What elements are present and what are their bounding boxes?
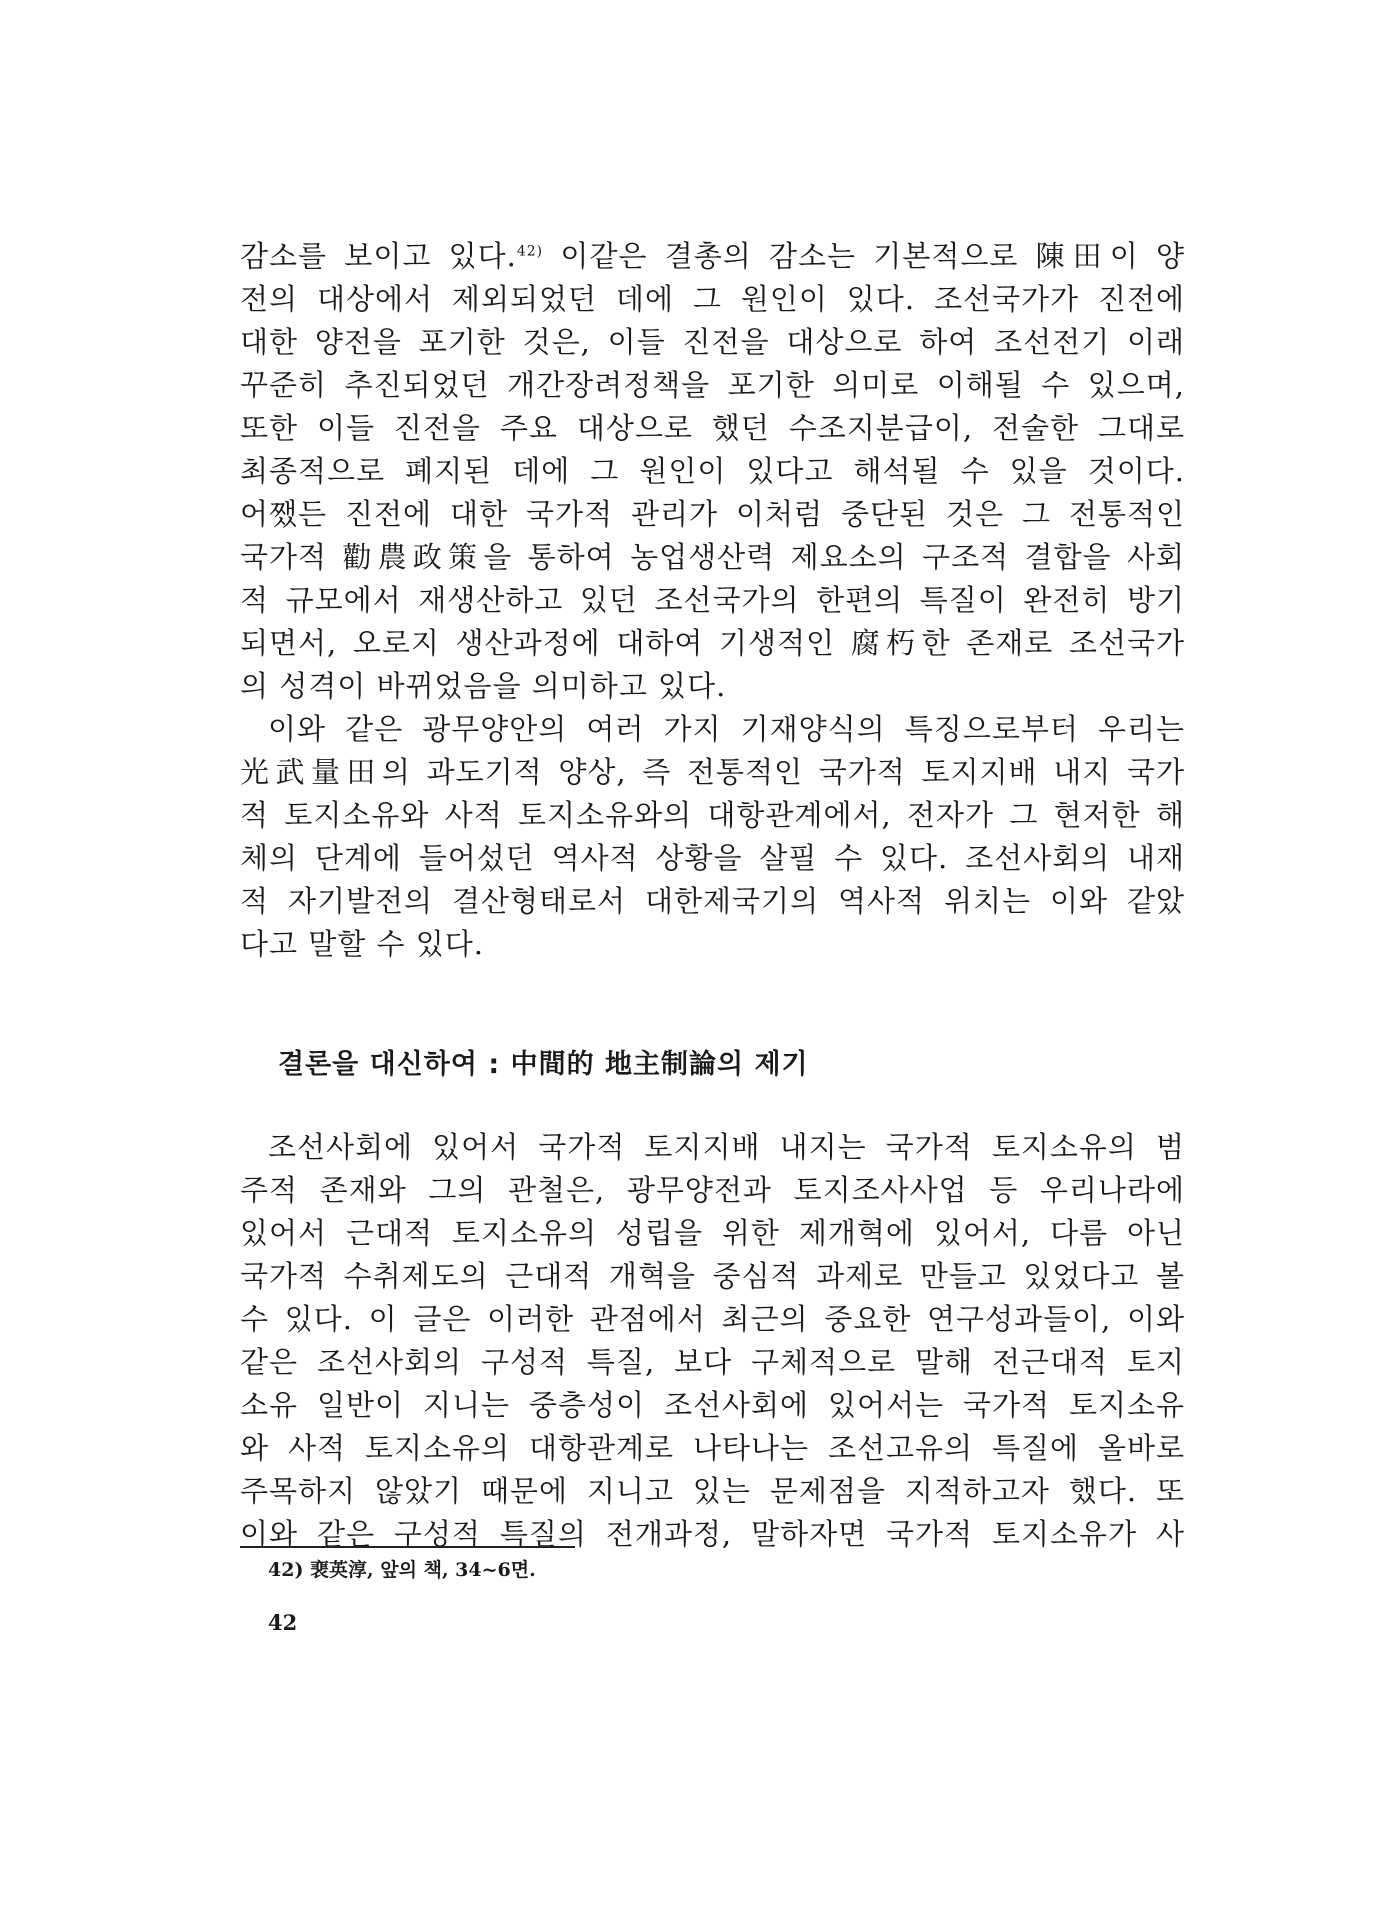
text-line: 감소를 보이고 있다.$^{42)}$ 이같은 결총의 감소는 기본적으로 陳田이 양: [240, 239, 1185, 273]
paragraph-1: [240, 235, 1185, 708]
text-line: 소유 일반이 지니는 중층성이 조선사회에 있어서는 국가적 토지소유: [240, 1388, 1185, 1422]
text-line: 주목하지 않았기 때문에 지니고 있는 문제점을 지적하고자 했다. 또: [240, 1474, 1185, 1508]
text-line: 의 성격이 바뀌었음을 의미하고 있다.: [240, 669, 727, 703]
paragraph-2: [240, 708, 1185, 966]
text-line: 적 토지소유와 사적 토지소유와의 대항관계에서, 전자가 그 현저한 해: [240, 798, 1185, 832]
text-line: 조선사회에 있어서 국가적 토지지배 내지는 국가적 토지소유의 범: [268, 1130, 1185, 1164]
text-line: 이와 같은 구성적 특질의 전개과정, 말하자면 국가적 토지소유가 사: [240, 1517, 1185, 1551]
footnote: 42) 裵英淳, 앞의 책, 34~6면.: [268, 1559, 536, 1581]
text-line: 주적 존재와 그의 관철은, 광무양전과 토지조사사업 등 우리나라에: [240, 1173, 1185, 1207]
page-number: 42: [268, 1610, 298, 1635]
text-line: 최종적으로 폐지된 데에 그 원인이 있다고 해석될 수 있을 것이다.: [240, 454, 1185, 488]
text-line: 光武量田의 과도기적 양상, 즉 전통적인 국가적 토지지배 내지 국가: [240, 755, 1185, 789]
text-line: 대한 양전을 포기한 것은, 이들 진전을 대상으로 하여 조선전기 이래: [240, 325, 1185, 359]
text-line: 되면서, 오로지 생산과정에 대하여 기생적인 腐朽한 존재로 조선국가: [240, 626, 1185, 660]
text-line: 다고 말할 수 있다.: [240, 927, 484, 961]
text-line: 어쨌든 진전에 대한 국가적 관리가 이처럼 중단된 것은 그 전통적인: [240, 497, 1185, 531]
text-line: 국가적 수취제도의 근대적 개혁을 중심적 과제로 만들고 있었다고 볼: [240, 1259, 1185, 1293]
text-line: 와 사적 토지소유의 대항관계로 나타나는 조선고유의 특질에 올바로: [240, 1431, 1185, 1465]
text-line: 적 규모에서 재생산하고 있던 조선국가의 한편의 특질이 완전히 방기: [240, 583, 1185, 617]
text-line: 꾸준히 추진되었던 개간장려정책을 포기한 의미로 이해될 수 있으며,: [240, 368, 1185, 402]
text-line: 또한 이들 진전을 주요 대상으로 했던 수조지분급이, 전술한 그대로: [240, 411, 1185, 445]
text-line: 같은 조선사회의 구성적 특질, 보다 구체적으로 말해 전근대적 토지: [240, 1345, 1185, 1379]
paragraph-3: [240, 1126, 1185, 1556]
text-line: 수 있다. 이 글은 이러한 관점에서 최근의 중요한 연구성과들이, 이와: [240, 1302, 1185, 1336]
text-line: 국가적 勸農政策을 통하여 농업생산력 제요소의 구조적 결합을 사회: [240, 540, 1185, 574]
text-line: 적 자기발전의 결산형태로서 대한제국기의 역사적 위치는 이와 같았: [240, 884, 1185, 918]
text-line: 이와 같은 광무양안의 여러 가지 기재양식의 특징으로부터 우리는: [268, 712, 1185, 746]
section-heading: 결론을 대신하여 : 中間的 地主制論의 제기: [278, 1049, 809, 1080]
text-line: 체의 단계에 들어섰던 역사적 상황을 살필 수 있다. 조선사회의 내재: [240, 841, 1185, 875]
text-line: 전의 대상에서 제외되었던 데에 그 원인이 있다. 조선국가가 진전에: [240, 282, 1185, 316]
footnote-divider: [240, 1546, 575, 1548]
footnote-reference: 42): [516, 243, 544, 260]
text-line: 있어서 근대적 토지소유의 성립을 위한 제개혁에 있어서, 다름 아닌: [240, 1216, 1185, 1250]
